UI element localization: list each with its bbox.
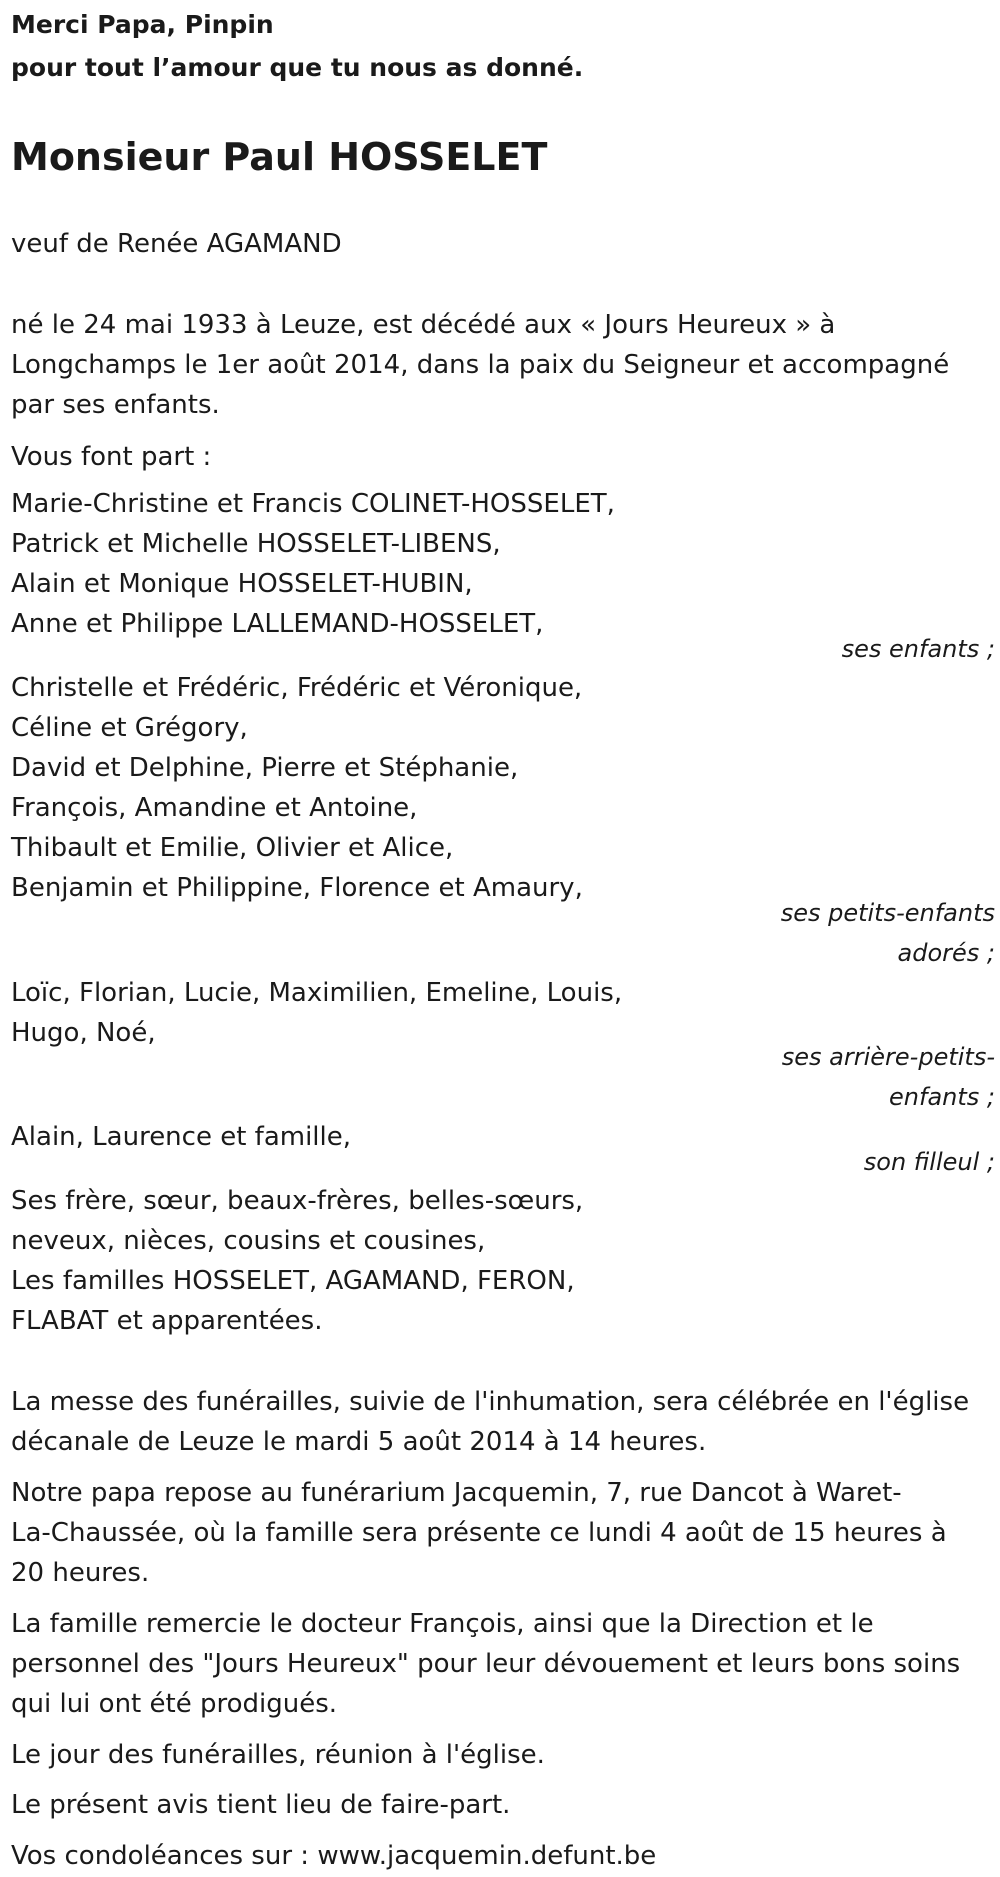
deceased-name: Monsieur Paul HOSSELET (11, 135, 548, 179)
child-line-3: Alain et Monique HOSSELET-HUBIN, (11, 569, 473, 599)
mass-line-2: décanale de Leuze le mardi 5 août 2014 à 14 heures. (11, 1427, 707, 1457)
child-line-4: Anne et Philippe LALLEMAND-HOSSELET, (11, 609, 544, 639)
meeting-line: Le jour des funérailles, réunion à l'église. (11, 1740, 545, 1770)
godson-role: son filleul ; (863, 1148, 995, 1176)
condolences-line: Vos condoléances sur : www.jacquemin.defunt.be (11, 1841, 657, 1871)
great-grandchildren-role-line-1: ses arrière-petits- (781, 1043, 995, 1071)
grandchild-line-5: Thibault et Emilie, Olivier et Alice, (11, 833, 454, 863)
great-grandchild-line-2: Hugo, Noé, (11, 1018, 156, 1048)
grandchild-line-1: Christelle et Frédéric, Frédéric et Véronique, (11, 673, 583, 703)
birth-death-line-2: Longchamps le 1er août 2014, dans la paix du Seigneur et accompagné (11, 350, 950, 380)
child-line-1: Marie-Christine et Francis COLINET-HOSSELET, (11, 489, 615, 519)
widower-line: veuf de Renée AGAMAND (11, 229, 342, 259)
thanks-line-1: La famille remercie le docteur François, ainsi que la Direction et le (11, 1609, 874, 1639)
family-line-2: neveux, nièces, cousins et cousines, (11, 1226, 486, 1256)
godson-line: Alain, Laurence et famille, (11, 1122, 352, 1152)
grandchild-line-2: Céline et Grégory, (11, 713, 248, 743)
header-line-2: pour tout l’amour que tu nous as donné. (11, 53, 584, 82)
notice-line: Le présent avis tient lieu de faire-part. (11, 1790, 511, 1820)
grandchild-line-4: François, Amandine et Antoine, (11, 793, 418, 823)
grandchildren-role-line-1: ses petits-enfants (780, 899, 995, 927)
rest-line-3: 20 heures. (11, 1558, 150, 1588)
announcement-intro: Vous font part : (11, 442, 212, 472)
thanks-line-2: personnel des "Jours Heureux" pour leur dévouement et leurs bons soins (11, 1649, 961, 1679)
great-grandchild-line-1: Loïc, Florian, Lucie, Maximilien, Emeline, Louis, (11, 978, 623, 1008)
rest-line-2: La-Chaussée, où la famille sera présente ce lundi 4 août de 15 heures à (11, 1518, 947, 1548)
mass-line-1: La messe des funérailles, suivie de l'inhumation, sera célébrée en l'église (11, 1387, 970, 1417)
family-line-3: Les familles HOSSELET, AGAMAND, FERON, (11, 1266, 575, 1296)
child-line-2: Patrick et Michelle HOSSELET-LIBENS, (11, 529, 501, 559)
family-line-1: Ses frère, sœur, beaux-frères, belles-sœurs, (11, 1186, 584, 1216)
family-line-4: FLABAT et apparentées. (11, 1306, 323, 1336)
great-grandchildren-role-line-2: enfants ; (889, 1083, 995, 1111)
rest-line-1: Notre papa repose au funérarium Jacquemin, 7, rue Dancot à Waret- (11, 1478, 902, 1508)
children-role: ses enfants ; (841, 635, 995, 663)
thanks-line-3: qui lui ont été prodigués. (11, 1689, 338, 1719)
grandchildren-role-line-2: adorés ; (897, 939, 995, 967)
birth-death-line-3: par ses enfants. (11, 390, 220, 420)
birth-death-line-1: né le 24 mai 1933 à Leuze, est décédé aux « Jours Heureux » à (11, 310, 836, 340)
grandchild-line-6: Benjamin et Philippine, Florence et Amaury, (11, 873, 583, 903)
header-line-1: Merci Papa, Pinpin (11, 10, 274, 39)
grandchild-line-3: David et Delphine, Pierre et Stéphanie, (11, 753, 519, 783)
